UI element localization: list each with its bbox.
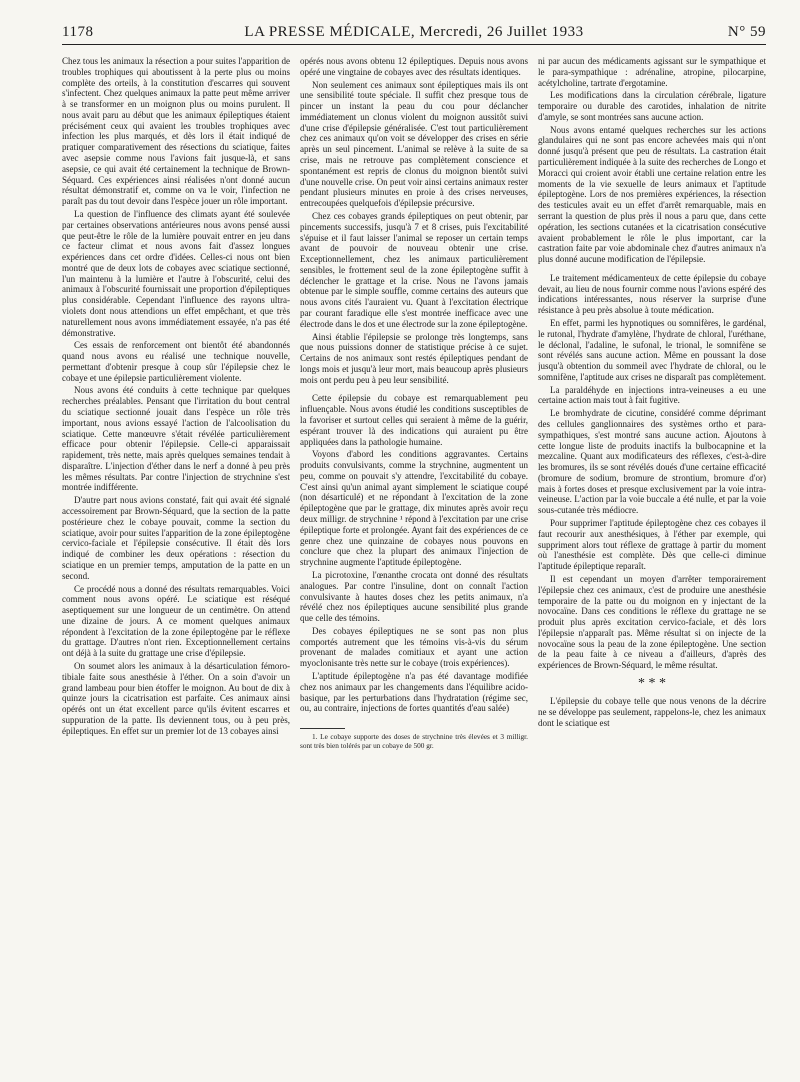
running-header — [62, 22, 766, 45]
paragraph: On soumet alors les animaux à la désarticulation fémoro-tibiale faite sous anesthésie à l'éther. On a soin d'avoir un grand lambeau pour bien étoffer le moignon. Au bout de dix à quinze jours la cicatrisation est parfaite. Ces animaux ainsi opérés ont un état excellent parce qu'ils évitent escarres et suppuration de la patte. Ils deviennent tous, ou à peu près, épileptiques. En effet sur un premier lot de 13 cobayes ainsi — [62, 660, 290, 736]
section-separator: * * * — [638, 675, 666, 691]
paragraph: L'épilepsie du cobaye telle que nous venons de la décrire ne se développe pas seulement, rappelons-le, chez les animaux dont le sciatique est — [538, 695, 766, 728]
paragraph: La paraldéhyde en injections intra-veineuses a eu une certaine action mais tout à fait fugitive. — [538, 384, 766, 406]
paragraph: ni par aucun des médicaments agissant sur le sympathique et le para-sympathique : adrénaline, atropine, pilocarpine, acétylcholine, tartrate d'ergotamine. — [538, 56, 766, 88]
paragraph: Nous avons été conduits à cette technique par quelques recherches préalables. Pensant que l'irritation du bout central du sciatique sectionné jouait dans l'espèce un rôle très important, nous avions essayé l'action de l'alcoolisation du sciatique. Cette manœuvre s'était révélée particulièrement efficace pour obtenir l'épilepsie. Celle-ci apparaissait rapidement, très nette, mais après quelques semaines tendait à disparaître. L'injection d'éther dans le nerf a donné à peu près les mêmes résultats. Par contre l'injection de strychnine s'est montrée indifférente. — [62, 385, 290, 493]
paragraph: Chez ces cobayes grands épileptiques on peut obtenir, par pincements successifs, jusqu'à 7 et 8 crises, puis l'excitabilité s'épuise et il faut laisser l'animal se reposer un certain temps avant de pouvoir de nouveau obtenir une crise. Exceptionnellement, chez les animaux particulièrement sensibles, le frottement seul de la zone épileptogène suffit à déclencher le grattage et la crise. Nous ne l'avons jamais obtenue par le simple souffle, comme certains des auteurs que nous avons cités l'auraient vu. Quant à l'excitation électrique par courant faradique elle s'est montrée inefficace avec une électrode dans le dos et une électrode sur la zone épileptogène. — [300, 210, 528, 329]
paragraph: Cette épilepsie du cobaye est remarquablement peu influençable. Nous avons étudié les conditions susceptibles de la favoriser et surtout celles qui seraient à même de la guérir, espérant trouver là des indications qui auraient pu être appliquées dans la pathologie humaine. — [300, 393, 528, 447]
journal-title: LA PRESSE MÉDICALE, Mercredi, 26 Juillet 1933 — [244, 24, 584, 40]
paragraph: Ce procédé nous a donné des résultats remarquables. Voici comment nous avons opéré. Le sciatique est réséqué aseptiquement sur une longueur de un centimètre. On attend une dizaine de jours. A ce moment quelques animaux répondent à l'excitation de la zone épileptogène par le réflexe du grattage. D'autres n'ont rien. Exceptionnellement certains ont déjà à la suite du grattage une crise d'épilepsie. — [62, 583, 290, 659]
paragraph: L'aptitude épileptogène n'a pas été davantage modifiée chez nos animaux par les changements dans l'équilibre acido-basique, par les perturbations dans l'hydratation (régime sec, ou, au contraire, injections de fortes quantités d'eau salée) — [300, 670, 528, 714]
paragraph: Nous avons entamé quelques recherches sur les actions glandulaires qui ne sont pas encore achevées mais qui n'ont donné jusqu'à présent que peu de résultats. La castration était particulièrement indiquée à la suite des recherches de Longo et Moracci qui croient avoir établi une certaine relation entre les moments de la vie sexuelle de leurs animaux et l'aptitude épileptogène. Lors de nos premières expériences, la résection des testicules avait eu un effet d'arrêt remarquable, mais en serrant la question de plus près il nous a paru que, dans cette opération, les sections cutanées et la cicatrisation consécutive avaient probablement le rôle le plus important, car la castration faite par voie abdominale chez d'autres animaux n'a plus donné aucune modification de l'épilepsie. — [538, 124, 766, 265]
paragraph: La question de l'influence des climats ayant été soulevée par certaines observations antérieures nous avons pensé aussi que peut-être le rôle de la lumière pouvait entrer en jeu dans ce facteur climat et nous avons fait d'assez longues expériences dans cet ordre d'idées. Celles-ci nous ont bien montré que de deux lots de cobayes avec sciatique sectionné, l'un maintenu à la lumière et l'autre à l'obscurité, celui des animaux à l'obscurité fournissait une proportion d'épileptiques plus considérable. Cependant l'influence des rayons ultra-violets dont nous attendions un effet empêchant, et que très naturellement nous avons immédiatement essayée, n'a pas été démonstrative. — [62, 208, 290, 338]
footnote: 1. Le cobaye supporte des doses de strychnine très élevées et 3 milligr. sont très bien tolérés par un cobaye de 500 gr. — [300, 732, 528, 750]
footnote-rule — [300, 728, 345, 729]
paragraph: opérés nous avons obtenu 12 épileptiques. Depuis nous avons opéré une vingtaine de cobayes avec des résultats identiques. — [300, 56, 528, 77]
paragraph: Le traitement médicamenteux de cette épilepsie du cobaye devait, au lieu de nous fournir comme nous l'avions espéré des indications intéressantes, nous réserver la surprise d'une résistance à peu près absolue à toute médication. — [538, 272, 766, 316]
page-number: 1178 — [62, 24, 94, 40]
paragraph: Il est cependant un moyen d'arrêter temporairement l'épilepsie chez ces animaux, c'est de produire une anesthésie temporaire de la patte ou du moignon en y injectant de la novocaïne. Dans ces conditions le réflexe du grattage ne se produit plus après excitation cervico-faciale, et dès lors l'épilepsie n'apparaît pas. Même résultat si on injecte de la novocaïne sous la peau de la zone épileptogène. Une section de la peau faite à ce niveau a d'ailleurs, d'après des expériences de Brown-Séquard, le même résultat. — [538, 573, 766, 671]
paragraph: Les modifications dans la circulation cérébrale, ligature temporaire ou durable des carotides, inhalation de nitrite d'amyle, se sont montrées sans aucune action. — [538, 90, 766, 122]
paragraph: Ces essais de renforcement ont bientôt été abandonnés quand nous avons eu réalisé une technique nouvelle, permettant d'obtenir presque à coup sûr l'épilepsie chez le cobaye et une épilepsie particulièrement violente. — [62, 340, 290, 383]
issue-number: N° 59 — [727, 24, 766, 40]
paragraph: La picrotoxine, l'œnanthe crocata ont donné des résultats analogues. Par contre l'insuline, dont on connaît l'action convulsivante à hautes doses chez les petits animaux, n'a révélé chez nos épileptiques aucune sensibilité plus grande que celle des témoins. — [300, 569, 528, 624]
paragraph: Des cobayes épileptiques ne se sont pas non plus comportés autrement que les témoins vis-à-vis du sérum provenant de malades comitiaux et ayant une action myoclonisante très nette sur le cobaye (trois expériences). — [300, 625, 528, 669]
paragraph: D'autre part nous avions constaté, fait qui avait été signalé accessoirement par Brown-Séquard, que la section de la patte postérieure chez le cobaye pouvait, comme la section du sciatique, avoir pour suites l'apparition de la zone épileptogène cervico-faciale et l'épilepsie consécutive. Il était dès lors indiqué de combiner les deux opérations : résection du sciatique en un premier temps, amputation de la patte en un second. — [62, 495, 290, 581]
paragraph: Voyons d'abord les conditions aggravantes. Certains produits convulsivants, comme la strychnine, augmentent un peu, comme on pouvait s'y attendre, l'excitabilité du cobaye. C'est ainsi qu'un animal ayant simplement le sciatique coupé (non désarticulé) et ne répondant à l'excitation de la zone épileptogène que par le grattage, dix minutes après avoir reçu deux milligr. de strychnine ¹ répond à l'excitation par une crise épileptique forte et prolongée. Ayant fait des expériences de ce genre chez une quinzaine de cobayes nous pouvons en conclure que chez la plupart des animaux l'injection de strychnine augmente l'aptitude épileptogène. — [300, 449, 528, 568]
paragraph: Pour supprimer l'aptitude épileptogène chez ces cobayes il faut recourir aux anesthésiques, à l'éther par exemple, qui suppriment alors tout réflexe de grattage à partir du moment où l'anesthésie est complète. Dès que celle-ci diminue l'aptitude épileptique reparaît. — [538, 518, 766, 572]
paragraph: Non seulement ces animaux sont épileptiques mais ils ont une sensibilité toute spéciale. Il suffit chez presque tous de pincer un instant la peau du cou pour déclancher immédiatement un clonus violent du moignon aussitôt suivi d'une crise d'épilepsie généralisée. C'est tout particulièrement chez ces animaux qu'on voit se développer des crises en série après un seul pincement. L'animal se relève à la suite de sa crise, mais ne retrouve pas complètement conscience et spontanément est repris de clonus du moignon bientôt suivi d'une nouvelle crise. On peut voir ainsi certains animaux rester pendant plusieurs minutes en proie à des crises nerveuses, entrecoupées quelquefois d'épilepsie précursive. — [300, 79, 528, 209]
paragraph: Ainsi établie l'épilepsie se prolonge très longtemps, sans que nous puissions donner de statistique précise à ce sujet. Certains de nos animaux sont restés épileptiques pendant de longs mois et jusqu'à leur mort, mais beaucoup après plusieurs mois ont perdu peu à peu leur sensibilité. — [300, 331, 528, 385]
paragraph: En effet, parmi les hypnotiques ou somnifères, le gardénal, le rutonal, l'hydrate d'amylène, l'hydrate de chloral, l'uréthane, le déclonal, l'adaline, le sufonal, le trional, le somnifène se sont révélés sans aucune action. Même en poussant la dose jusqu'à obtention du sommeil avec l'hydrate de chloral, ou le somnifène, l'aptitude aux crises ne disparaît pas complètement. — [538, 317, 766, 382]
paragraph: Chez tous les animaux la résection a pour suites l'apparition de troubles trophiques qui aboutissent à la perte plus ou moins complète des orteils, à la constitution d'escarres qui souvent s'infectent. Chez quelques animaux la patte peut même arriver à se transformer en un moignon plus ou moins purulent. Il nous avait paru au début que les animaux épileptiques étaient précisément ceux qui avaient les troubles trophiques avec infection les plus marqués, et dès lors il était indiqué de pratiquer comparativement des résections du sciatique, faites avec asepsie comme nous l'avions fait jusque-là, et sans asepsie, ce qui avait été certainement la technique de Brown-Séquard. Ces expériences ainsi réalisées n'ont donné aucun résultat démonstratif et, comme on va le voir, l'infection ne paraît pas du tout devoir dans l'espèce jouer un rôle important. — [62, 56, 290, 207]
column-middle — [300, 56, 528, 1076]
text-columns — [62, 56, 766, 1076]
column-left — [62, 56, 290, 1076]
paragraph: Le bromhydrate de cicutine, considéré comme déprimant des cellules ganglionnaires des systèmes ortho et para-sympathiques, s'est montré sans aucune action. Ajoutons à cette longue liste de produits inactifs la bulbocapnine et la mezcaline. Quant aux modificateurs des réflexes, c'est-à-dire les bromures, ils se sont révélés doués d'une certaine efficacité (bromure de sodium, bromure de strontium, bromure d'or) mais à fortes doses et presque exclusivement par la voie intra-veineuse. L'action par la voie buccale a été nulle, et par la voie sous-cutanée très médiocre. — [538, 408, 766, 516]
column-right — [538, 56, 766, 1076]
